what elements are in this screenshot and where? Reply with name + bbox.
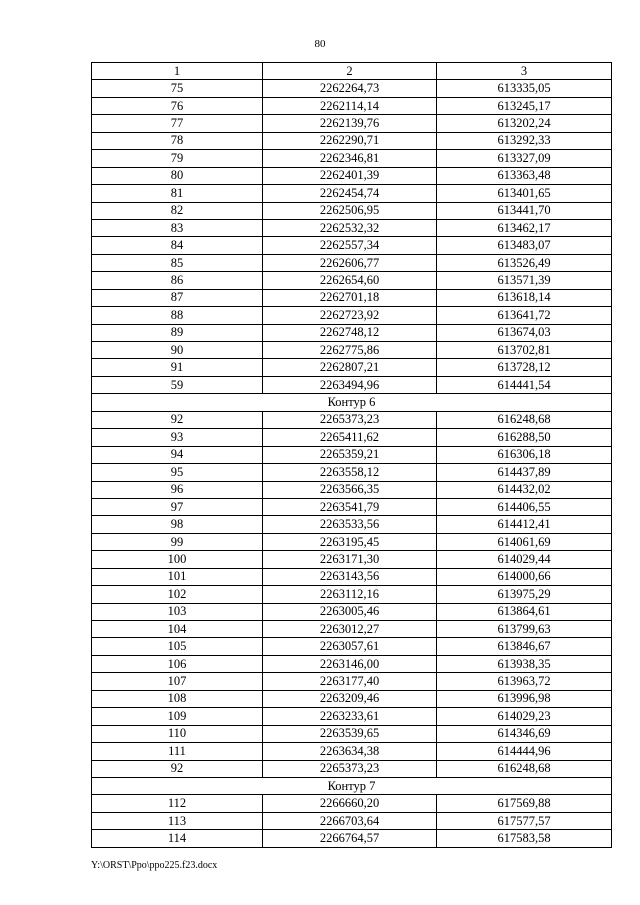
coordinates-table-body xyxy=(92,63,612,848)
section-row xyxy=(92,394,612,411)
point-number-cell: 80 xyxy=(92,167,263,184)
x-coordinate-cell: 2262701,18 xyxy=(263,289,437,306)
y-coordinate-cell: 613483,07 xyxy=(437,237,612,254)
point-number-cell: 82 xyxy=(92,202,263,219)
point-number-cell: 92 xyxy=(92,760,263,777)
x-coordinate-cell: 2262532,32 xyxy=(263,219,437,236)
point-number-cell: 97 xyxy=(92,498,263,515)
table-row xyxy=(92,586,612,603)
table-row xyxy=(92,289,612,306)
point-number-cell: 88 xyxy=(92,307,263,324)
table-row xyxy=(92,446,612,463)
y-coordinate-cell: 613641,72 xyxy=(437,307,612,324)
point-number-cell: 59 xyxy=(92,376,263,393)
table-row xyxy=(92,254,612,271)
table-row xyxy=(92,638,612,655)
y-coordinate-cell: 613441,70 xyxy=(437,202,612,219)
point-number-cell: 78 xyxy=(92,132,263,149)
y-coordinate-cell: 613864,61 xyxy=(437,603,612,620)
point-number-cell: 101 xyxy=(92,568,263,585)
table-row xyxy=(92,359,612,376)
table-row xyxy=(92,80,612,97)
point-number-cell: 95 xyxy=(92,464,263,481)
point-number-cell: 87 xyxy=(92,289,263,306)
x-coordinate-cell: 2266703,64 xyxy=(263,812,437,829)
table-row xyxy=(92,376,612,393)
y-coordinate-cell: 616248,68 xyxy=(437,760,612,777)
table-row xyxy=(92,498,612,515)
header-cell-x: 2 xyxy=(263,63,437,80)
table-row xyxy=(92,464,612,481)
point-number-cell: 108 xyxy=(92,690,263,707)
x-coordinate-cell: 2263558,12 xyxy=(263,464,437,481)
y-coordinate-cell: 614412,41 xyxy=(437,516,612,533)
table-row xyxy=(92,603,612,620)
point-number-cell: 92 xyxy=(92,411,263,428)
table-row xyxy=(92,97,612,114)
y-coordinate-cell: 617577,57 xyxy=(437,812,612,829)
point-number-cell: 89 xyxy=(92,324,263,341)
x-coordinate-cell: 2263146,00 xyxy=(263,655,437,672)
section-row xyxy=(92,777,612,794)
x-coordinate-cell: 2262748,12 xyxy=(263,324,437,341)
header-cell-y: 3 xyxy=(437,63,612,80)
table-row xyxy=(92,708,612,725)
x-coordinate-cell: 2262723,92 xyxy=(263,307,437,324)
x-coordinate-cell: 2263494,96 xyxy=(263,376,437,393)
y-coordinate-cell: 614000,66 xyxy=(437,568,612,585)
x-coordinate-cell: 2262807,21 xyxy=(263,359,437,376)
y-coordinate-cell: 613462,17 xyxy=(437,219,612,236)
x-coordinate-cell: 2262139,76 xyxy=(263,115,437,132)
y-coordinate-cell: 613846,67 xyxy=(437,638,612,655)
table-row xyxy=(92,481,612,498)
table-row xyxy=(92,568,612,585)
x-coordinate-cell: 2263539,65 xyxy=(263,725,437,742)
table-row xyxy=(92,812,612,829)
x-coordinate-cell: 2262557,34 xyxy=(263,237,437,254)
point-number-cell: 77 xyxy=(92,115,263,132)
table-row xyxy=(92,167,612,184)
table-row xyxy=(92,307,612,324)
x-coordinate-cell: 2263233,61 xyxy=(263,708,437,725)
x-coordinate-cell: 2262506,95 xyxy=(263,202,437,219)
section-label: Контур 7 xyxy=(92,777,612,794)
point-number-cell: 112 xyxy=(92,795,263,812)
table-row xyxy=(92,115,612,132)
x-coordinate-cell: 2262454,74 xyxy=(263,185,437,202)
y-coordinate-cell: 617569,88 xyxy=(437,795,612,812)
y-coordinate-cell: 616248,68 xyxy=(437,411,612,428)
x-coordinate-cell: 2263143,56 xyxy=(263,568,437,585)
table-row xyxy=(92,342,612,359)
point-number-cell: 83 xyxy=(92,219,263,236)
point-number-cell: 90 xyxy=(92,342,263,359)
x-coordinate-cell: 2265411,62 xyxy=(263,429,437,446)
y-coordinate-cell: 617583,58 xyxy=(437,830,612,847)
y-coordinate-cell: 613335,05 xyxy=(437,80,612,97)
y-coordinate-cell: 613963,72 xyxy=(437,673,612,690)
point-number-cell: 105 xyxy=(92,638,263,655)
section-label: Контур 6 xyxy=(92,394,612,411)
x-coordinate-cell: 2263533,56 xyxy=(263,516,437,533)
table-row xyxy=(92,690,612,707)
y-coordinate-cell: 613571,39 xyxy=(437,272,612,289)
table-row xyxy=(92,516,612,533)
point-number-cell: 86 xyxy=(92,272,263,289)
x-coordinate-cell: 2263177,40 xyxy=(263,673,437,690)
point-number-cell: 107 xyxy=(92,673,263,690)
point-number-cell: 102 xyxy=(92,586,263,603)
y-coordinate-cell: 614029,23 xyxy=(437,708,612,725)
x-coordinate-cell: 2263541,79 xyxy=(263,498,437,515)
y-coordinate-cell: 614406,55 xyxy=(437,498,612,515)
table-row xyxy=(92,760,612,777)
header-cell-point: 1 xyxy=(92,63,263,80)
x-coordinate-cell: 2263566,35 xyxy=(263,481,437,498)
footer-file-path: Y:\ORST\Ppo\ppo225.f23.docx xyxy=(91,860,218,871)
x-coordinate-cell: 2266764,57 xyxy=(263,830,437,847)
y-coordinate-cell: 614444,96 xyxy=(437,743,612,760)
x-coordinate-cell: 2265359,21 xyxy=(263,446,437,463)
y-coordinate-cell: 614061,69 xyxy=(437,533,612,550)
x-coordinate-cell: 2262346,81 xyxy=(263,150,437,167)
table-row xyxy=(92,324,612,341)
x-coordinate-cell: 2263112,16 xyxy=(263,586,437,603)
y-coordinate-cell: 616306,18 xyxy=(437,446,612,463)
x-coordinate-cell: 2262401,39 xyxy=(263,167,437,184)
y-coordinate-cell: 613618,14 xyxy=(437,289,612,306)
table-row xyxy=(92,272,612,289)
point-number-cell: 99 xyxy=(92,533,263,550)
point-number-cell: 103 xyxy=(92,603,263,620)
y-coordinate-cell: 613799,63 xyxy=(437,621,612,638)
point-number-cell: 76 xyxy=(92,97,263,114)
x-coordinate-cell: 2262114,14 xyxy=(263,97,437,114)
x-coordinate-cell: 2263634,38 xyxy=(263,743,437,760)
y-coordinate-cell: 614346,69 xyxy=(437,725,612,742)
point-number-cell: 98 xyxy=(92,516,263,533)
y-coordinate-cell: 613292,33 xyxy=(437,132,612,149)
table-row xyxy=(92,830,612,847)
point-number-cell: 75 xyxy=(92,80,263,97)
x-coordinate-cell: 2263171,30 xyxy=(263,551,437,568)
point-number-cell: 85 xyxy=(92,254,263,271)
y-coordinate-cell: 613327,09 xyxy=(437,150,612,167)
x-coordinate-cell: 2263209,46 xyxy=(263,690,437,707)
y-coordinate-cell: 614432,02 xyxy=(437,481,612,498)
y-coordinate-cell: 613938,35 xyxy=(437,655,612,672)
x-coordinate-cell: 2263005,46 xyxy=(263,603,437,620)
table-row xyxy=(92,533,612,550)
x-coordinate-cell: 2262606,77 xyxy=(263,254,437,271)
point-number-cell: 111 xyxy=(92,743,263,760)
x-coordinate-cell: 2262775,86 xyxy=(263,342,437,359)
point-number-cell: 91 xyxy=(92,359,263,376)
table-row xyxy=(92,551,612,568)
table-row xyxy=(92,795,612,812)
y-coordinate-cell: 613245,17 xyxy=(437,97,612,114)
x-coordinate-cell: 2266660,20 xyxy=(263,795,437,812)
point-number-cell: 79 xyxy=(92,150,263,167)
table-row xyxy=(92,673,612,690)
point-number-cell: 106 xyxy=(92,655,263,672)
point-number-cell: 94 xyxy=(92,446,263,463)
point-number-cell: 109 xyxy=(92,708,263,725)
y-coordinate-cell: 614441,54 xyxy=(437,376,612,393)
x-coordinate-cell: 2262654,60 xyxy=(263,272,437,289)
table-row xyxy=(92,132,612,149)
y-coordinate-cell: 613996,98 xyxy=(437,690,612,707)
table-row xyxy=(92,237,612,254)
x-coordinate-cell: 2263195,45 xyxy=(263,533,437,550)
y-coordinate-cell: 613728,12 xyxy=(437,359,612,376)
point-number-cell: 104 xyxy=(92,621,263,638)
page-number: 80 xyxy=(314,38,326,50)
x-coordinate-cell: 2265373,23 xyxy=(263,411,437,428)
y-coordinate-cell: 613975,29 xyxy=(437,586,612,603)
point-number-cell: 100 xyxy=(92,551,263,568)
x-coordinate-cell: 2265373,23 xyxy=(263,760,437,777)
point-number-cell: 110 xyxy=(92,725,263,742)
point-number-cell: 93 xyxy=(92,429,263,446)
table-header-row xyxy=(92,63,612,80)
table-row xyxy=(92,655,612,672)
table-row xyxy=(92,185,612,202)
table-row xyxy=(92,150,612,167)
y-coordinate-cell: 613526,49 xyxy=(437,254,612,271)
x-coordinate-cell: 2263012,27 xyxy=(263,621,437,638)
y-coordinate-cell: 613401,65 xyxy=(437,185,612,202)
point-number-cell: 84 xyxy=(92,237,263,254)
y-coordinate-cell: 613202,24 xyxy=(437,115,612,132)
y-coordinate-cell: 613702,81 xyxy=(437,342,612,359)
table-row xyxy=(92,411,612,428)
coordinates-table xyxy=(91,62,612,848)
table-row xyxy=(92,429,612,446)
table-row xyxy=(92,202,612,219)
y-coordinate-cell: 616288,50 xyxy=(437,429,612,446)
x-coordinate-cell: 2262264,73 xyxy=(263,80,437,97)
table-row xyxy=(92,725,612,742)
point-number-cell: 81 xyxy=(92,185,263,202)
point-number-cell: 96 xyxy=(92,481,263,498)
point-number-cell: 114 xyxy=(92,830,263,847)
y-coordinate-cell: 613363,48 xyxy=(437,167,612,184)
table-row xyxy=(92,219,612,236)
y-coordinate-cell: 613674,03 xyxy=(437,324,612,341)
point-number-cell: 113 xyxy=(92,812,263,829)
y-coordinate-cell: 614029,44 xyxy=(437,551,612,568)
x-coordinate-cell: 2262290,71 xyxy=(263,132,437,149)
x-coordinate-cell: 2263057,61 xyxy=(263,638,437,655)
table-row xyxy=(92,621,612,638)
y-coordinate-cell: 614437,89 xyxy=(437,464,612,481)
table-row xyxy=(92,743,612,760)
